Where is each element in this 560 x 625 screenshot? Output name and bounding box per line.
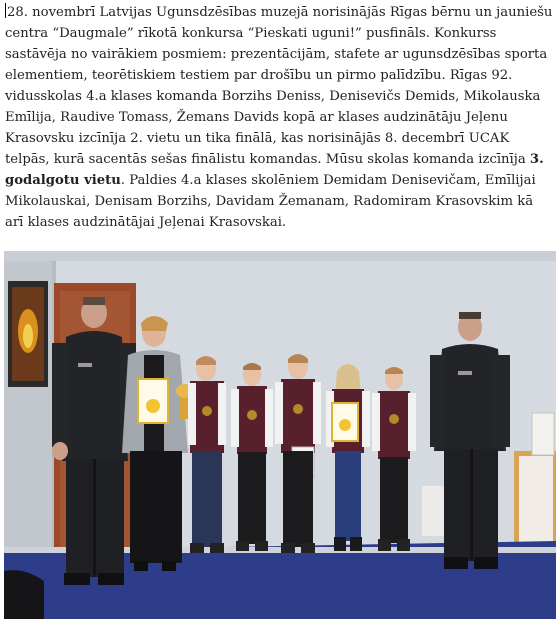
framed-painting [8,281,48,387]
article-text [5,2,553,233]
article-text-part-2: . Paldies 4.a klases skolēniem Demidam Denisevičam, Emīlijai Mikolauskai, Denisam Borzihs, Davidam Žemanam, Radomiram Krasovskim kā arī klases audzinātājai Jeļenai Krasovskai. [5,173,536,230]
group-photo-illustration [4,251,556,619]
article-bold-placement: 3. godalgotu vietu [5,152,544,188]
chair [4,570,44,619]
text-cursor [5,3,6,18]
article-text-part-1: 28. novembrī Latvijas Ugunsdzēsības muzejā norisinājās Rīgas bērnu un jauniešu centra “Daugmale” rīkotā konkursa “Pieskati uguni!” pusfināls. Konkurss sastāvēja no vairākiem posmiem: prezentācijām, stafete ar ugunsdzēsības sporta elementiem, teorētiskiem testiem par drošību un pirmo palīdzību. Rīgas 92. vidusskolas 4.a klases komanda Borzihs Deniss, Denisevičs Demids, Mikolauska Emīlija, Raudive Tomass, Žemans Davids kopā ar klases audzinātāju Jeļenu Krasovsku izcīnīja 2. vietu un tika finālā, kas norisinājās 8. decembrī UCAK telpās, kurā sacentās sešas finālistu komandas. Mūsu skolas komanda izcīnīja [5,5,553,167]
group-photo [4,251,556,619]
child-1 [188,356,226,553]
